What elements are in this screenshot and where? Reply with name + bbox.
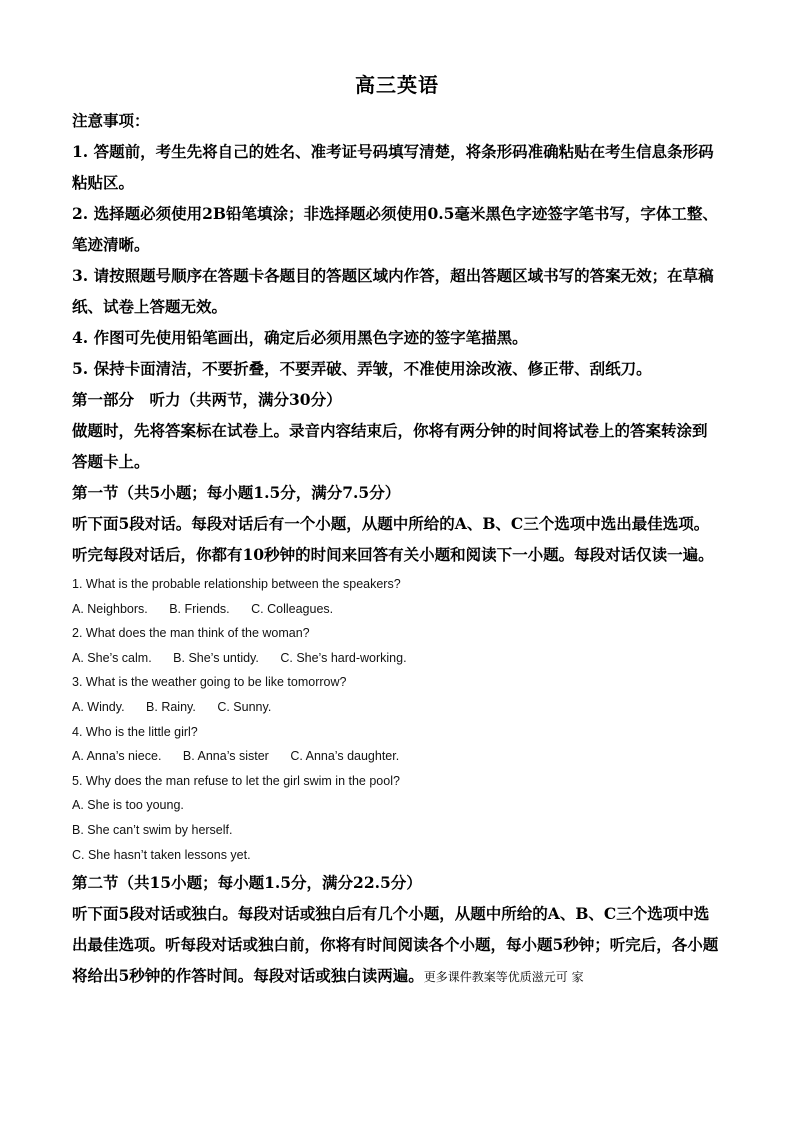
part1-heading: 第一部分 听力（共两节，满分30分） — [72, 390, 342, 409]
notice-heading: 注意事项： — [72, 111, 150, 130]
option-c: C. Sunny. — [217, 699, 272, 714]
question-5-option-c: C. She hasn’t taken lessons yet. — [72, 847, 251, 862]
section2-heading: 第二节（共15小题；每小题1.5分，满分22.5分） — [72, 873, 422, 893]
question-3: 3. What is the weather going to be like tomorrow? — [72, 675, 347, 690]
option-a: A. Anna’s niece. — [72, 749, 162, 764]
question-4: 4. Who is the little girl? — [72, 724, 198, 739]
question-5: 5. Why does the man refuse to let the girl swim in the pool? — [72, 773, 400, 788]
notice-item-3: 3. 请按照题号顺序在答题卡各题目的答题区域内作答，超出答题区域书写的答案无效；在草稿纸、试卷上答题无效。 — [72, 266, 714, 316]
question-4-options — [72, 744, 720, 769]
option-a: A. Windy. — [72, 699, 125, 714]
option-c: C. Anna’s daughter. — [290, 749, 400, 764]
option-c: C. Colleagues. — [251, 601, 334, 616]
option-b: B. Rainy. — [146, 699, 196, 714]
option-c: C. She’s hard-working. — [280, 650, 407, 665]
option-b: B. Anna’s sister — [182, 749, 269, 764]
notice-item-1: 1. 答题前，考生先将自己的姓名、准考证号码填写清楚，将条形码准确粘贴在考生信息条形码粘贴区。 — [72, 142, 714, 192]
question-2: 2. What does the man think of the woman? — [72, 626, 310, 641]
notice-item-4: 4. 作图可先使用铅笔画出，确定后必须用黑色字迹的签字笔描黑。 — [72, 328, 528, 347]
section1-heading: 第一节（共5小题；每小题1.5分，满分7.5分） — [72, 483, 401, 502]
promo-text: 更多课件教案等优质滋元可 家 — [423, 970, 584, 985]
question-1-options — [72, 597, 720, 622]
option-b: B. She’s untidy. — [173, 650, 259, 665]
option-a: A. She’s calm. — [72, 650, 152, 665]
question-3-options — [72, 695, 720, 720]
question-5-option-b: B. She can’t swim by herself. — [72, 822, 233, 837]
question-1: 1. What is the probable relationship between the speakers? — [72, 577, 401, 591]
question-2-options — [72, 646, 720, 671]
option-b: B. Friends. — [169, 601, 230, 616]
notice-item-5: 5. 保持卡面清洁，不要折叠，不要弄破、弄皱，不准使用涂改液、修正带、刮纸刀。 — [72, 359, 652, 378]
notice-item-2: 2. 选择题必须使用2B铅笔填涂；非选择题必须使用0.5毫米黑色字迹签字笔书写，字体工整、笔迹清晰。 — [72, 204, 718, 254]
exam-body — [72, 105, 720, 993]
page-title: 高三英语 — [355, 73, 439, 97]
section2-instruction-text: 听下面5段对话或独白。每段对话或独白后有几个小题，从题中所给的A、B、C三个选项中选出最佳选项。听每段对话或独白前，你将有时间阅读各个小题，每小题5秒钟；听完后，各小题将给出5秒钟的作答时间。每段对话或独白读两遍。 — [72, 904, 719, 986]
question-5-option-a: A. She is too young. — [72, 798, 184, 813]
part1-instruction: 做题时，先将答案标在试卷上。录音内容结束后，你将有两分钟的时间将试卷上的答案转涂到答题卡上。 — [72, 421, 708, 471]
option-a: A. Neighbors. — [72, 601, 148, 616]
section2-instruction — [72, 898, 720, 993]
section1-instruction: 听下面5段对话。每段对话后有一个小题，从题中所给的A、B、C三个选项中选出最佳选项。听完每段对话后，你都有10秒钟的时间来回答有关小题和阅读下一小题。每段对话仅读一遍。 — [72, 514, 714, 564]
question-list — [72, 572, 720, 867]
